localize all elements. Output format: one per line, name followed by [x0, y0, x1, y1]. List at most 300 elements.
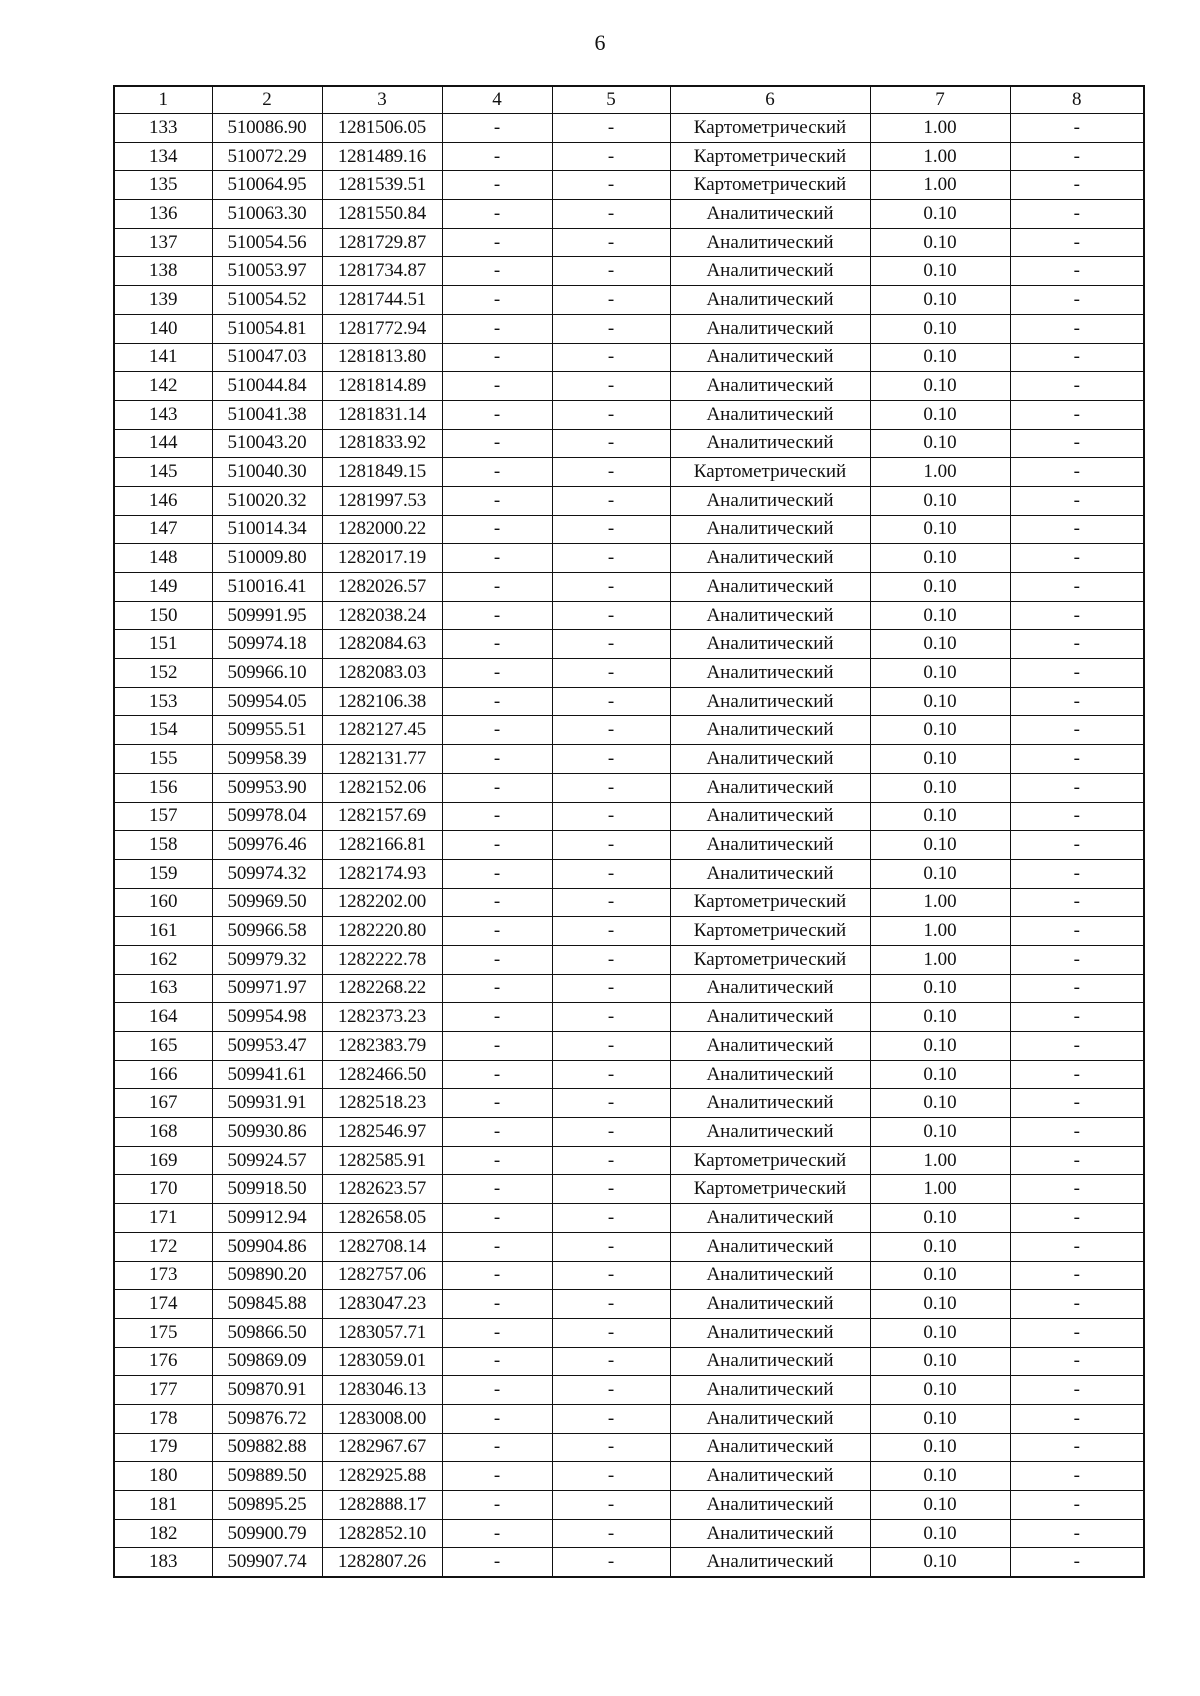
col8-cell: -: [1010, 1404, 1144, 1433]
y-coordinate-cell: 1282222.78: [322, 945, 442, 974]
col4-cell: -: [442, 1290, 552, 1319]
col4-cell: -: [442, 687, 552, 716]
table-row: [114, 171, 1144, 200]
col8-cell: -: [1010, 515, 1144, 544]
accuracy-cell: 0.10: [870, 1462, 1010, 1491]
method-cell: Аналитический: [670, 1118, 870, 1147]
y-coordinate-cell: 1282131.77: [322, 745, 442, 774]
method-cell: Аналитический: [670, 1290, 870, 1319]
y-coordinate-cell: 1282807.26: [322, 1548, 442, 1577]
col4-cell: -: [442, 171, 552, 200]
col4-cell: -: [442, 888, 552, 917]
y-coordinate-cell: 1282268.22: [322, 974, 442, 1003]
table-row: [114, 1376, 1144, 1405]
point-number-cell: 135: [114, 171, 212, 200]
x-coordinate-cell: 509904.86: [212, 1232, 322, 1261]
table-header-row: [114, 86, 1144, 114]
y-coordinate-cell: 1282157.69: [322, 802, 442, 831]
col5-cell: -: [552, 1347, 670, 1376]
method-cell: Аналитический: [670, 1003, 870, 1032]
col4-cell: -: [442, 773, 552, 802]
method-cell: Аналитический: [670, 544, 870, 573]
y-coordinate-cell: 1282925.88: [322, 1462, 442, 1491]
point-number-cell: 159: [114, 859, 212, 888]
col5-cell: -: [552, 945, 670, 974]
x-coordinate-cell: 509918.50: [212, 1175, 322, 1204]
table-row: [114, 257, 1144, 286]
col8-cell: -: [1010, 343, 1144, 372]
y-coordinate-cell: 1282658.05: [322, 1204, 442, 1233]
col5-cell: -: [552, 1404, 670, 1433]
accuracy-cell: 1.00: [870, 171, 1010, 200]
accuracy-cell: 0.10: [870, 1232, 1010, 1261]
point-number-cell: 143: [114, 400, 212, 429]
col8-cell: -: [1010, 630, 1144, 659]
accuracy-cell: 0.10: [870, 1376, 1010, 1405]
accuracy-cell: 1.00: [870, 917, 1010, 946]
col4-cell: -: [442, 573, 552, 602]
y-coordinate-cell: 1282038.24: [322, 601, 442, 630]
x-coordinate-cell: 509870.91: [212, 1376, 322, 1405]
table-row: [114, 1404, 1144, 1433]
point-number-cell: 148: [114, 544, 212, 573]
method-cell: Аналитический: [670, 1060, 870, 1089]
col8-cell: -: [1010, 716, 1144, 745]
x-coordinate-cell: 509931.91: [212, 1089, 322, 1118]
col8-cell: -: [1010, 429, 1144, 458]
point-number-cell: 157: [114, 802, 212, 831]
x-coordinate-cell: 509895.25: [212, 1491, 322, 1520]
method-cell: Аналитический: [670, 1347, 870, 1376]
table-row: [114, 544, 1144, 573]
y-coordinate-cell: 1283047.23: [322, 1290, 442, 1319]
accuracy-cell: 0.10: [870, 1204, 1010, 1233]
method-cell: Картометрический: [670, 1146, 870, 1175]
col8-cell: -: [1010, 142, 1144, 171]
point-number-cell: 156: [114, 773, 212, 802]
y-coordinate-cell: 1283059.01: [322, 1347, 442, 1376]
col5-cell: -: [552, 1491, 670, 1520]
header-cell-col-y: 3: [322, 86, 442, 114]
col4-cell: -: [442, 114, 552, 143]
x-coordinate-cell: 509953.90: [212, 773, 322, 802]
col5-cell: -: [552, 773, 670, 802]
col4-cell: -: [442, 1032, 552, 1061]
table-row: [114, 114, 1144, 143]
accuracy-cell: 0.10: [870, 1060, 1010, 1089]
y-coordinate-cell: 1281489.16: [322, 142, 442, 171]
y-coordinate-cell: 1282383.79: [322, 1032, 442, 1061]
point-number-cell: 168: [114, 1118, 212, 1147]
col5-cell: -: [552, 1318, 670, 1347]
col4-cell: -: [442, 343, 552, 372]
col4-cell: -: [442, 429, 552, 458]
table-row: [114, 1261, 1144, 1290]
col5-cell: -: [552, 573, 670, 602]
y-coordinate-cell: 1282852.10: [322, 1519, 442, 1548]
header-cell-col-method: 6: [670, 86, 870, 114]
method-cell: Картометрический: [670, 171, 870, 200]
col5-cell: -: [552, 1003, 670, 1032]
col5-cell: -: [552, 314, 670, 343]
col8-cell: -: [1010, 228, 1144, 257]
table-body: [114, 86, 1144, 1577]
col8-cell: -: [1010, 1462, 1144, 1491]
x-coordinate-cell: 509882.88: [212, 1433, 322, 1462]
table-row: [114, 1232, 1144, 1261]
y-coordinate-cell: 1282888.17: [322, 1491, 442, 1520]
point-number-cell: 175: [114, 1318, 212, 1347]
table-row: [114, 1060, 1144, 1089]
col4-cell: -: [442, 1462, 552, 1491]
point-number-cell: 144: [114, 429, 212, 458]
col5-cell: -: [552, 1548, 670, 1577]
point-number-cell: 167: [114, 1089, 212, 1118]
point-number-cell: 174: [114, 1290, 212, 1319]
accuracy-cell: 1.00: [870, 142, 1010, 171]
col8-cell: -: [1010, 1519, 1144, 1548]
x-coordinate-cell: 509966.10: [212, 659, 322, 688]
col4-cell: -: [442, 630, 552, 659]
col5-cell: -: [552, 659, 670, 688]
point-number-cell: 139: [114, 286, 212, 315]
table-row: [114, 1175, 1144, 1204]
accuracy-cell: 0.10: [870, 1003, 1010, 1032]
method-cell: Аналитический: [670, 286, 870, 315]
accuracy-cell: 0.10: [870, 687, 1010, 716]
accuracy-cell: 0.10: [870, 372, 1010, 401]
col5-cell: -: [552, 1146, 670, 1175]
method-cell: Картометрический: [670, 945, 870, 974]
table-row: [114, 917, 1144, 946]
point-number-cell: 152: [114, 659, 212, 688]
accuracy-cell: 0.10: [870, 1318, 1010, 1347]
col8-cell: -: [1010, 745, 1144, 774]
accuracy-cell: 0.10: [870, 802, 1010, 831]
col4-cell: -: [442, 1060, 552, 1089]
method-cell: Аналитический: [670, 1032, 870, 1061]
col4-cell: -: [442, 945, 552, 974]
y-coordinate-cell: 1282220.80: [322, 917, 442, 946]
col8-cell: -: [1010, 573, 1144, 602]
method-cell: Аналитический: [670, 1404, 870, 1433]
col5-cell: -: [552, 343, 670, 372]
table-row: [114, 1003, 1144, 1032]
col5-cell: -: [552, 888, 670, 917]
y-coordinate-cell: 1283008.00: [322, 1404, 442, 1433]
point-number-cell: 145: [114, 458, 212, 487]
col8-cell: -: [1010, 888, 1144, 917]
col8-cell: -: [1010, 1376, 1144, 1405]
table-row: [114, 1118, 1144, 1147]
col8-cell: -: [1010, 1032, 1144, 1061]
col4-cell: -: [442, 1433, 552, 1462]
method-cell: Аналитический: [670, 400, 870, 429]
col8-cell: -: [1010, 831, 1144, 860]
x-coordinate-cell: 510009.80: [212, 544, 322, 573]
method-cell: Аналитический: [670, 200, 870, 229]
point-number-cell: 146: [114, 486, 212, 515]
col8-cell: -: [1010, 257, 1144, 286]
accuracy-cell: 0.10: [870, 1519, 1010, 1548]
table-row: [114, 888, 1144, 917]
point-number-cell: 178: [114, 1404, 212, 1433]
table-row: [114, 372, 1144, 401]
header-cell-col-accuracy: 7: [870, 86, 1010, 114]
col8-cell: -: [1010, 974, 1144, 1003]
method-cell: Картометрический: [670, 1175, 870, 1204]
y-coordinate-cell: 1281849.15: [322, 458, 442, 487]
point-number-cell: 170: [114, 1175, 212, 1204]
y-coordinate-cell: 1281772.94: [322, 314, 442, 343]
accuracy-cell: 0.10: [870, 1118, 1010, 1147]
col8-cell: -: [1010, 1175, 1144, 1204]
col5-cell: -: [552, 171, 670, 200]
col5-cell: -: [552, 458, 670, 487]
col8-cell: -: [1010, 1060, 1144, 1089]
table-row: [114, 1318, 1144, 1347]
col5-cell: -: [552, 1290, 670, 1319]
table-row: [114, 974, 1144, 1003]
accuracy-cell: 0.10: [870, 1089, 1010, 1118]
method-cell: Аналитический: [670, 1204, 870, 1233]
y-coordinate-cell: 1282106.38: [322, 687, 442, 716]
method-cell: Аналитический: [670, 1491, 870, 1520]
point-number-cell: 134: [114, 142, 212, 171]
col4-cell: -: [442, 314, 552, 343]
point-number-cell: 166: [114, 1060, 212, 1089]
x-coordinate-cell: 509955.51: [212, 716, 322, 745]
accuracy-cell: 0.10: [870, 486, 1010, 515]
accuracy-cell: 0.10: [870, 716, 1010, 745]
y-coordinate-cell: 1282466.50: [322, 1060, 442, 1089]
point-number-cell: 173: [114, 1261, 212, 1290]
coordinates-table: [113, 85, 1145, 1578]
point-number-cell: 183: [114, 1548, 212, 1577]
col4-cell: -: [442, 601, 552, 630]
col8-cell: -: [1010, 945, 1144, 974]
x-coordinate-cell: 510072.29: [212, 142, 322, 171]
method-cell: Аналитический: [670, 974, 870, 1003]
point-number-cell: 181: [114, 1491, 212, 1520]
col4-cell: -: [442, 1089, 552, 1118]
x-coordinate-cell: 509930.86: [212, 1118, 322, 1147]
method-cell: Картометрический: [670, 917, 870, 946]
x-coordinate-cell: 509976.46: [212, 831, 322, 860]
col8-cell: -: [1010, 114, 1144, 143]
accuracy-cell: 1.00: [870, 945, 1010, 974]
point-number-cell: 151: [114, 630, 212, 659]
accuracy-cell: 0.10: [870, 1491, 1010, 1520]
method-cell: Аналитический: [670, 1548, 870, 1577]
col5-cell: -: [552, 515, 670, 544]
method-cell: Аналитический: [670, 1376, 870, 1405]
table-row: [114, 200, 1144, 229]
method-cell: Аналитический: [670, 659, 870, 688]
col5-cell: -: [552, 630, 670, 659]
accuracy-cell: 0.10: [870, 1433, 1010, 1462]
x-coordinate-cell: 510016.41: [212, 573, 322, 602]
col4-cell: -: [442, 1146, 552, 1175]
col4-cell: -: [442, 1175, 552, 1204]
point-number-cell: 153: [114, 687, 212, 716]
col4-cell: -: [442, 1318, 552, 1347]
table-row: [114, 142, 1144, 171]
accuracy-cell: 0.10: [870, 745, 1010, 774]
method-cell: Аналитический: [670, 716, 870, 745]
y-coordinate-cell: 1281831.14: [322, 400, 442, 429]
table-row: [114, 601, 1144, 630]
col4-cell: -: [442, 257, 552, 286]
x-coordinate-cell: 509941.61: [212, 1060, 322, 1089]
col8-cell: -: [1010, 1548, 1144, 1577]
col8-cell: -: [1010, 1146, 1144, 1175]
y-coordinate-cell: 1281744.51: [322, 286, 442, 315]
col5-cell: -: [552, 716, 670, 745]
table-row: [114, 1548, 1144, 1577]
col4-cell: -: [442, 1548, 552, 1577]
col8-cell: -: [1010, 773, 1144, 802]
y-coordinate-cell: 1281539.51: [322, 171, 442, 200]
col4-cell: -: [442, 974, 552, 1003]
method-cell: Аналитический: [670, 745, 870, 774]
method-cell: Аналитический: [670, 1519, 870, 1548]
y-coordinate-cell: 1281833.92: [322, 429, 442, 458]
x-coordinate-cell: 510064.95: [212, 171, 322, 200]
col5-cell: -: [552, 228, 670, 257]
table-row: [114, 945, 1144, 974]
table-row: [114, 1433, 1144, 1462]
accuracy-cell: 0.10: [870, 630, 1010, 659]
x-coordinate-cell: 510043.20: [212, 429, 322, 458]
col4-cell: -: [442, 458, 552, 487]
accuracy-cell: 0.10: [870, 831, 1010, 860]
accuracy-cell: 1.00: [870, 114, 1010, 143]
col4-cell: -: [442, 745, 552, 774]
col5-cell: -: [552, 1232, 670, 1261]
x-coordinate-cell: 509971.97: [212, 974, 322, 1003]
col8-cell: -: [1010, 1261, 1144, 1290]
point-number-cell: 171: [114, 1204, 212, 1233]
point-number-cell: 179: [114, 1433, 212, 1462]
accuracy-cell: 0.10: [870, 343, 1010, 372]
method-cell: Картометрический: [670, 458, 870, 487]
col4-cell: -: [442, 1118, 552, 1147]
accuracy-cell: 0.10: [870, 200, 1010, 229]
y-coordinate-cell: 1282026.57: [322, 573, 442, 602]
method-cell: Аналитический: [670, 1261, 870, 1290]
header-cell-col-x: 2: [212, 86, 322, 114]
y-coordinate-cell: 1282127.45: [322, 716, 442, 745]
x-coordinate-cell: 510040.30: [212, 458, 322, 487]
table-row: [114, 687, 1144, 716]
y-coordinate-cell: 1282967.67: [322, 1433, 442, 1462]
table-row: [114, 286, 1144, 315]
col8-cell: -: [1010, 200, 1144, 229]
accuracy-cell: 0.10: [870, 228, 1010, 257]
col4-cell: -: [442, 802, 552, 831]
point-number-cell: 133: [114, 114, 212, 143]
table-row: [114, 400, 1144, 429]
x-coordinate-cell: 509974.32: [212, 859, 322, 888]
x-coordinate-cell: 510020.32: [212, 486, 322, 515]
table-row: [114, 773, 1144, 802]
col5-cell: -: [552, 745, 670, 774]
point-number-cell: 163: [114, 974, 212, 1003]
col4-cell: -: [442, 200, 552, 229]
col4-cell: -: [442, 1347, 552, 1376]
y-coordinate-cell: 1282152.06: [322, 773, 442, 802]
accuracy-cell: 0.10: [870, 573, 1010, 602]
accuracy-cell: 0.10: [870, 859, 1010, 888]
col8-cell: -: [1010, 544, 1144, 573]
y-coordinate-cell: 1282373.23: [322, 1003, 442, 1032]
col4-cell: -: [442, 228, 552, 257]
col5-cell: -: [552, 1060, 670, 1089]
col4-cell: -: [442, 544, 552, 573]
col8-cell: -: [1010, 802, 1144, 831]
x-coordinate-cell: 509900.79: [212, 1519, 322, 1548]
x-coordinate-cell: 510063.30: [212, 200, 322, 229]
col4-cell: -: [442, 142, 552, 171]
method-cell: Аналитический: [670, 1232, 870, 1261]
col4-cell: -: [442, 515, 552, 544]
table-row: [114, 458, 1144, 487]
y-coordinate-cell: 1283057.71: [322, 1318, 442, 1347]
point-number-cell: 172: [114, 1232, 212, 1261]
method-cell: Аналитический: [670, 773, 870, 802]
table-row: [114, 831, 1144, 860]
table-row: [114, 228, 1144, 257]
col5-cell: -: [552, 974, 670, 1003]
point-number-cell: 162: [114, 945, 212, 974]
method-cell: Аналитический: [670, 802, 870, 831]
method-cell: Аналитический: [670, 859, 870, 888]
point-number-cell: 180: [114, 1462, 212, 1491]
table-row: [114, 1089, 1144, 1118]
table-row: [114, 1032, 1144, 1061]
x-coordinate-cell: 510044.84: [212, 372, 322, 401]
header-cell-col-point-number: 1: [114, 86, 212, 114]
col4-cell: -: [442, 1003, 552, 1032]
table-row: [114, 1347, 1144, 1376]
x-coordinate-cell: 509912.94: [212, 1204, 322, 1233]
col4-cell: -: [442, 716, 552, 745]
method-cell: Аналитический: [670, 429, 870, 458]
col5-cell: -: [552, 1175, 670, 1204]
y-coordinate-cell: 1281997.53: [322, 486, 442, 515]
col8-cell: -: [1010, 372, 1144, 401]
accuracy-cell: 0.10: [870, 1290, 1010, 1319]
table-row: [114, 573, 1144, 602]
col5-cell: -: [552, 1089, 670, 1118]
col5-cell: -: [552, 601, 670, 630]
col4-cell: -: [442, 286, 552, 315]
col5-cell: -: [552, 1519, 670, 1548]
y-coordinate-cell: 1282084.63: [322, 630, 442, 659]
col5-cell: -: [552, 1204, 670, 1233]
accuracy-cell: 0.10: [870, 1347, 1010, 1376]
col8-cell: -: [1010, 687, 1144, 716]
col4-cell: -: [442, 1261, 552, 1290]
x-coordinate-cell: 509953.47: [212, 1032, 322, 1061]
table-row: [114, 1491, 1144, 1520]
header-cell-col-5: 5: [552, 86, 670, 114]
col4-cell: -: [442, 1404, 552, 1433]
y-coordinate-cell: 1281814.89: [322, 372, 442, 401]
col8-cell: -: [1010, 1204, 1144, 1233]
x-coordinate-cell: 510047.03: [212, 343, 322, 372]
